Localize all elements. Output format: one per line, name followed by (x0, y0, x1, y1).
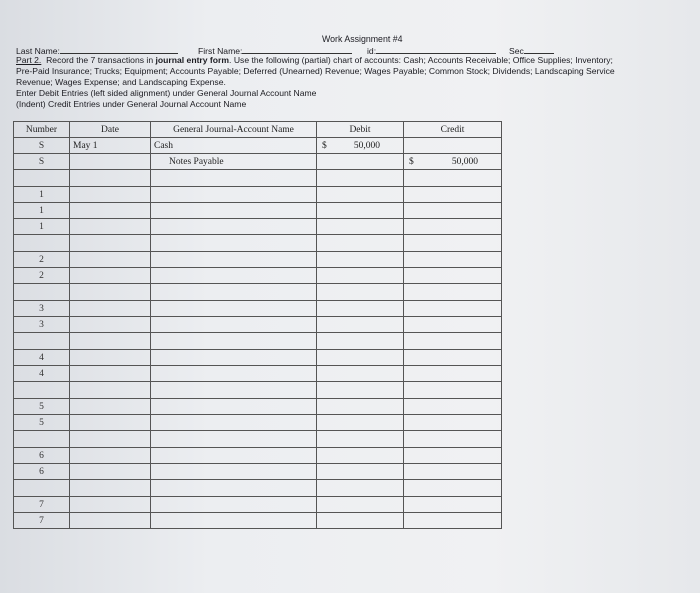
cell-account[interactable] (151, 252, 317, 268)
cell-date[interactable] (70, 154, 151, 170)
cell-number[interactable] (14, 170, 70, 187)
cell-number[interactable]: 5 (14, 415, 70, 431)
cell-debit[interactable] (317, 219, 404, 235)
cell-account[interactable] (151, 284, 317, 301)
journal-body (14, 138, 502, 529)
cell-debit[interactable] (317, 333, 404, 350)
cell-account[interactable] (151, 415, 317, 431)
cell-debit[interactable] (317, 284, 404, 301)
cell-debit[interactable] (317, 235, 404, 252)
table-row (14, 317, 502, 333)
debit-amount: 50,000 (353, 140, 380, 151)
cell-account[interactable] (151, 399, 317, 415)
cell-debit[interactable] (317, 415, 404, 431)
cell-date[interactable] (70, 170, 151, 187)
table-row (14, 431, 502, 448)
page-title: Work Assignment #4 (322, 34, 403, 44)
cell-number[interactable] (14, 480, 70, 497)
cell-debit[interactable] (317, 513, 404, 529)
cell-number[interactable] (14, 284, 70, 301)
cell-credit[interactable] (404, 431, 502, 448)
cell-debit[interactable] (317, 268, 404, 284)
cell-date[interactable] (70, 366, 151, 382)
cell-credit[interactable] (404, 284, 502, 301)
cell-date[interactable] (70, 333, 151, 350)
table-row (14, 382, 502, 399)
cell-date[interactable] (70, 497, 151, 513)
cell-date[interactable] (70, 252, 151, 268)
cell-number[interactable]: 6 (14, 448, 70, 464)
cell-debit[interactable] (317, 464, 404, 480)
cell-debit[interactable] (317, 399, 404, 415)
debit-currency-symbol: $ (322, 140, 327, 151)
cell-account[interactable] (151, 301, 317, 317)
cell-account[interactable] (151, 187, 317, 203)
cell-debit[interactable] (317, 366, 404, 382)
sec-field[interactable] (524, 45, 554, 54)
cell-credit[interactable] (404, 138, 502, 154)
table-row (14, 497, 502, 513)
cell-number[interactable]: 2 (14, 252, 70, 268)
cell-debit[interactable] (317, 170, 404, 187)
cell-credit[interactable] (404, 513, 502, 529)
table-row (14, 415, 502, 431)
cell-credit[interactable] (404, 366, 502, 382)
cell-credit[interactable] (404, 187, 502, 203)
cell-account[interactable] (151, 497, 317, 513)
instruction-text: . Use the following (partial) chart of accounts: Cash; Accounts Receivable; Office Supplies; Inventory; (229, 55, 613, 65)
cell-credit[interactable] (404, 415, 502, 431)
table-row (14, 513, 502, 529)
table-header-row (14, 122, 502, 138)
cell-account[interactable]: Cash (151, 138, 317, 154)
credit-currency-symbol: $ (409, 156, 414, 167)
cell-account[interactable] (151, 448, 317, 464)
cell-credit[interactable] (404, 252, 502, 268)
cell-credit[interactable] (404, 399, 502, 415)
instruction-line-3: Revenue; Wages Expense; and Landscaping Expense. (16, 77, 226, 87)
cell-date[interactable] (70, 513, 151, 529)
table-row (14, 350, 502, 366)
table-row (14, 235, 502, 252)
table-row (14, 154, 502, 170)
cell-account[interactable] (151, 268, 317, 284)
cell-date[interactable] (70, 301, 151, 317)
table-row (14, 252, 502, 268)
id-field[interactable] (376, 45, 496, 54)
instruction-text: Record the 7 transactions in (41, 55, 156, 65)
cell-credit[interactable] (404, 382, 502, 399)
cell-credit[interactable] (404, 480, 502, 497)
cell-date[interactable]: May 1 (70, 138, 151, 154)
id-label: id: (367, 46, 377, 56)
cell-number[interactable] (14, 382, 70, 399)
instruction-line-2: Pre-Paid Insurance; Trucks; Equipment; Accounts Payable; Deferred (Unearned) Revenue; Wages Payable; Common Stock; Dividends; Landscaping Service (16, 66, 615, 76)
cell-debit[interactable] (317, 252, 404, 268)
cell-number[interactable]: 7 (14, 513, 70, 529)
cell-date[interactable] (70, 431, 151, 448)
cell-date[interactable] (70, 480, 151, 497)
cell-account[interactable] (151, 382, 317, 399)
cell-account[interactable] (151, 480, 317, 497)
cell-account[interactable] (151, 366, 317, 382)
cell-account[interactable] (151, 219, 317, 235)
cell-number[interactable] (14, 333, 70, 350)
table-row (14, 203, 502, 219)
part-label: Part 2. (16, 55, 42, 65)
table-row (14, 284, 502, 301)
instruction-line-5: (Indent) Credit Entries under General Journal Account Name (16, 99, 247, 109)
cell-debit[interactable] (317, 317, 404, 333)
cell-account[interactable] (151, 513, 317, 529)
table-row (14, 219, 502, 235)
cell-number[interactable] (14, 235, 70, 252)
table-row (14, 448, 502, 464)
cell-debit[interactable] (317, 187, 404, 203)
cell-number[interactable]: 6 (14, 464, 70, 480)
cell-date[interactable] (70, 464, 151, 480)
cell-date[interactable] (70, 399, 151, 415)
cell-debit[interactable] (317, 154, 404, 170)
table-row (14, 464, 502, 480)
table-row (14, 268, 502, 284)
cell-number[interactable]: 3 (14, 317, 70, 333)
first-name-field[interactable] (242, 45, 352, 54)
cell-account[interactable]: Notes Payable (151, 154, 317, 170)
cell-number[interactable]: S (14, 154, 70, 170)
cell-number[interactable]: 5 (14, 399, 70, 415)
instruction-bold: journal entry form (155, 55, 230, 65)
cell-number[interactable]: 1 (14, 219, 70, 235)
cell-number[interactable] (14, 431, 70, 448)
instruction-line-4: Enter Debit Entries (left sided alignment) under General Journal Account Name (16, 88, 317, 98)
cell-date[interactable] (70, 203, 151, 219)
cell-account[interactable] (151, 203, 317, 219)
cell-number[interactable]: 4 (14, 366, 70, 382)
cell-date[interactable] (70, 187, 151, 203)
cell-number[interactable]: 4 (14, 350, 70, 366)
journal-table (13, 121, 502, 529)
cell-account[interactable] (151, 350, 317, 366)
cell-date[interactable] (70, 284, 151, 301)
table-row (14, 170, 502, 187)
table-row (14, 333, 502, 350)
first-name-label: First Name: (198, 46, 243, 56)
column-header-number: Number (14, 122, 70, 138)
table-row (14, 366, 502, 382)
cell-account[interactable] (151, 235, 317, 252)
table-row (14, 480, 502, 497)
column-header-date: Date (70, 122, 151, 138)
cell-date[interactable] (70, 448, 151, 464)
cell-credit[interactable] (404, 448, 502, 464)
cell-credit[interactable] (404, 464, 502, 480)
cell-date[interactable] (70, 235, 151, 252)
credit-amount: 50,000 (451, 156, 478, 167)
cell-credit[interactable] (404, 301, 502, 317)
table-row (14, 399, 502, 415)
column-header-credit: Credit (404, 122, 502, 138)
last-name-label: Last Name: (16, 46, 60, 56)
table-row (14, 301, 502, 317)
cell-debit[interactable] (317, 382, 404, 399)
column-header-account: General Journal-Account Name (151, 122, 317, 138)
cell-credit[interactable] (404, 333, 502, 350)
cell-account[interactable] (151, 170, 317, 187)
cell-date[interactable] (70, 219, 151, 235)
cell-debit[interactable] (317, 431, 404, 448)
cell-credit[interactable] (404, 497, 502, 513)
cell-credit[interactable] (404, 219, 502, 235)
cell-number[interactable]: S (14, 138, 70, 154)
cell-credit[interactable] (404, 154, 502, 170)
cell-date[interactable] (70, 415, 151, 431)
cell-number[interactable]: 7 (14, 497, 70, 513)
cell-debit[interactable] (317, 497, 404, 513)
cell-account[interactable] (151, 333, 317, 350)
cell-date[interactable] (70, 350, 151, 366)
cell-account[interactable] (151, 464, 317, 480)
cell-credit[interactable] (404, 317, 502, 333)
cell-credit[interactable] (404, 203, 502, 219)
instruction-line-1 (16, 55, 613, 66)
cell-debit[interactable] (317, 448, 404, 464)
cell-date[interactable] (70, 317, 151, 333)
cell-credit[interactable] (404, 235, 502, 252)
cell-debit[interactable] (317, 203, 404, 219)
table-row (14, 187, 502, 203)
cell-number[interactable]: 3 (14, 301, 70, 317)
cell-credit[interactable] (404, 170, 502, 187)
cell-debit[interactable] (317, 350, 404, 366)
cell-debit[interactable] (317, 301, 404, 317)
cell-number[interactable]: 1 (14, 187, 70, 203)
cell-credit[interactable] (404, 268, 502, 284)
last-name-field[interactable] (60, 45, 178, 54)
sec-label: Sec (509, 46, 524, 56)
cell-debit[interactable] (317, 480, 404, 497)
cell-account[interactable] (151, 431, 317, 448)
table-row (14, 138, 502, 154)
cell-account[interactable] (151, 317, 317, 333)
cell-number[interactable]: 1 (14, 203, 70, 219)
cell-date[interactable] (70, 268, 151, 284)
cell-number[interactable]: 2 (14, 268, 70, 284)
cell-date[interactable] (70, 382, 151, 399)
cell-credit[interactable] (404, 350, 502, 366)
column-header-debit: Debit (317, 122, 404, 138)
cell-debit[interactable] (317, 138, 404, 154)
